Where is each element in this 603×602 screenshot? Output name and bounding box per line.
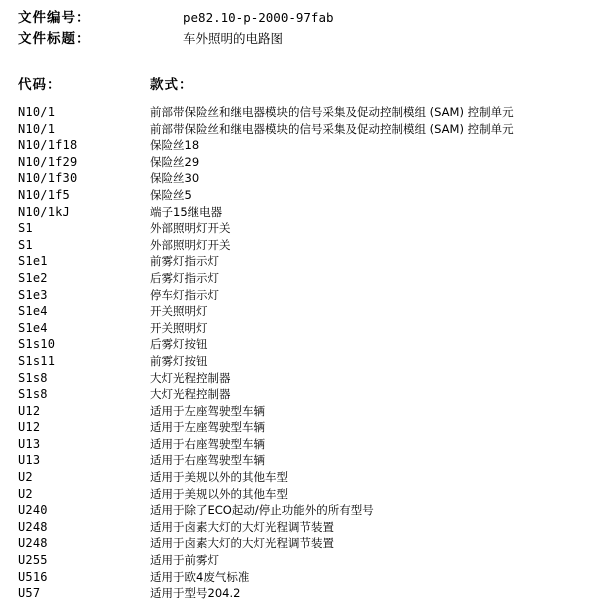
code-column-header: 代码：	[18, 77, 62, 93]
component-code: U255	[18, 553, 48, 568]
component-description: 外部照明灯开关	[150, 221, 231, 236]
component-description: 适用于美规以外的其他车型	[150, 470, 288, 485]
code-list	[0, 104, 603, 602]
component-code: N10/1f18	[18, 138, 78, 153]
list-item	[0, 204, 603, 221]
list-item	[0, 502, 603, 519]
list-item	[0, 336, 603, 353]
list-item	[0, 419, 603, 436]
component-code: N10/1f5	[18, 187, 70, 202]
component-code: N10/1	[18, 121, 56, 136]
component-description: 后雾灯按钮	[150, 337, 208, 352]
component-code: N10/1f30	[18, 171, 78, 186]
component-description: 适用于型号204.2	[150, 586, 241, 601]
component-code: S1e2	[18, 270, 48, 285]
component-description: 前雾灯指示灯	[150, 254, 219, 269]
list-item	[0, 486, 603, 503]
component-code: U13	[18, 436, 41, 451]
list-item	[0, 436, 603, 453]
component-description: 适用于除了ECO起动/停止功能外的所有型号	[150, 503, 374, 518]
list-item	[0, 104, 603, 121]
component-code: U57	[18, 586, 41, 601]
doc-title-label: 文件标题：	[18, 31, 91, 47]
component-code: U2	[18, 470, 33, 485]
list-item	[0, 353, 603, 370]
list-item	[0, 469, 603, 486]
component-code: S1s8	[18, 387, 48, 402]
list-item	[0, 303, 603, 320]
component-description: 适用于欧4废气标准	[150, 569, 250, 584]
list-item	[0, 585, 603, 602]
list-item	[0, 320, 603, 337]
component-description: 适用于美规以外的其他车型	[150, 486, 288, 501]
component-code: S1e4	[18, 304, 48, 319]
component-description: 保险丝29	[150, 154, 200, 169]
component-code: U248	[18, 519, 48, 534]
component-code: S1e1	[18, 254, 48, 269]
component-description: 外部照明灯开关	[150, 237, 231, 252]
component-code: S1e4	[18, 320, 48, 335]
doc-title-value: 车外照明的电路图	[183, 31, 284, 46]
list-item	[0, 137, 603, 154]
component-code: S1e3	[18, 287, 48, 302]
component-code: S1	[18, 237, 33, 252]
list-item	[0, 403, 603, 420]
doc-number-value: pe82.10-p-2000-97fab	[183, 10, 334, 25]
component-description: 保险丝5	[150, 187, 192, 202]
list-item	[0, 253, 603, 270]
component-code: U2	[18, 486, 33, 501]
component-description: 适用于右座驾驶型车辆	[150, 453, 265, 468]
list-item	[0, 386, 603, 403]
component-description: 前雾灯按钮	[150, 353, 208, 368]
component-description: 保险丝30	[150, 171, 200, 186]
list-item	[0, 535, 603, 552]
list-item	[0, 187, 603, 204]
component-code: N10/1	[18, 105, 56, 119]
component-code: U13	[18, 453, 41, 468]
list-item	[0, 569, 603, 586]
component-description: 适用于卤素大灯的大灯光程调节装置	[150, 536, 334, 551]
list-item	[0, 287, 603, 304]
list-item	[0, 270, 603, 287]
component-code: U516	[18, 569, 48, 584]
model-column-header: 款式：	[150, 77, 194, 93]
doc-number-label: 文件编号：	[18, 10, 91, 26]
component-code: N10/1kJ	[18, 204, 70, 219]
component-description: 前部带保险丝和继电器模块的信号采集及促动控制模组 (SAM) 控制单元	[150, 105, 514, 119]
list-item	[0, 154, 603, 171]
component-description: 停车灯指示灯	[150, 287, 219, 302]
component-description: 适用于卤素大灯的大灯光程调节装置	[150, 519, 334, 534]
list-item	[0, 237, 603, 254]
component-description: 大灯光程控制器	[150, 387, 231, 402]
list-item	[0, 121, 603, 138]
component-description: 适用于左座驾驶型车辆	[150, 403, 265, 418]
list-item	[0, 370, 603, 387]
component-description: 端子15继电器	[150, 204, 223, 219]
component-description: 保险丝18	[150, 138, 200, 153]
list-item	[0, 170, 603, 187]
component-description: 大灯光程控制器	[150, 370, 231, 385]
component-code: U12	[18, 403, 41, 418]
list-item	[0, 519, 603, 536]
component-code: U248	[18, 536, 48, 551]
component-code: S1	[18, 221, 33, 236]
list-item	[0, 552, 603, 569]
component-description: 前部带保险丝和继电器模块的信号采集及促动控制模组 (SAM) 控制单元	[150, 121, 514, 136]
component-description: 适用于右座驾驶型车辆	[150, 436, 265, 451]
component-code: U240	[18, 503, 48, 518]
component-code: N10/1f29	[18, 154, 78, 169]
list-item	[0, 452, 603, 469]
component-description: 适用于左座驾驶型车辆	[150, 420, 265, 435]
component-code: U12	[18, 420, 41, 435]
component-code: S1s8	[18, 370, 48, 385]
component-description: 适用于前雾灯	[150, 553, 219, 568]
component-code: S1s10	[18, 337, 56, 352]
list-item	[0, 220, 603, 237]
component-description: 开关照明灯	[150, 320, 208, 335]
component-description: 后雾灯指示灯	[150, 270, 219, 285]
component-code: S1s11	[18, 353, 56, 368]
component-description: 开关照明灯	[150, 304, 208, 319]
